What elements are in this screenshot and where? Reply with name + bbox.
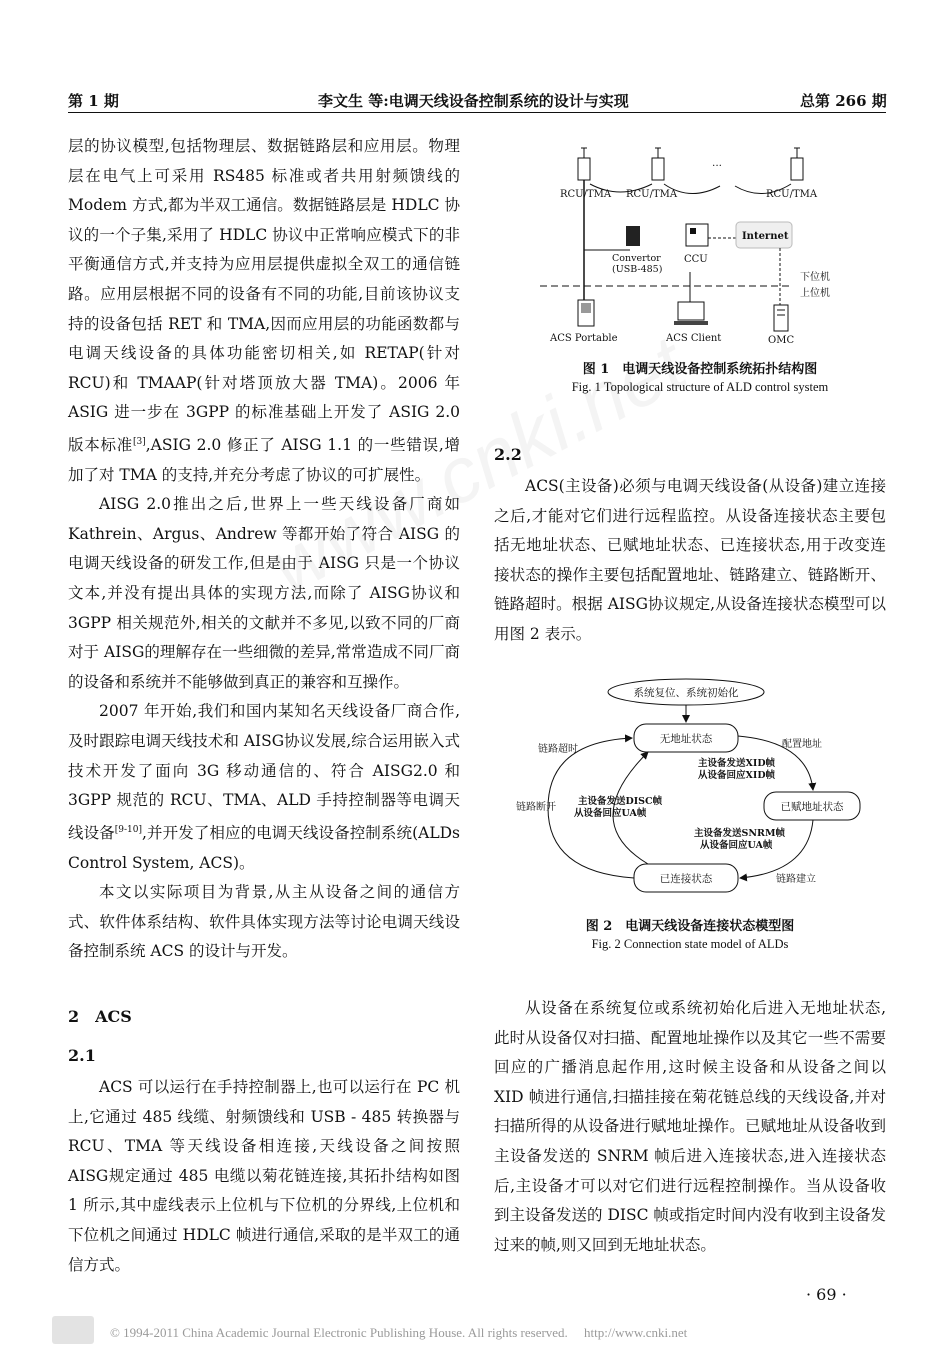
- paragraph-5: ACS 可以运行在手持控制器上,也可以运行在 PC 机上,它通过 485 线缆、射频馈线和 USB - 485 转换器与 RCU、TMA 等天线设备相连接,天线设备之间按照 AISG规定通过 485 电缆以菊花链连接,其拓扑结构如图 1 所示,其中虚线表示上位机与下位机的分界线,上位机和下位机之间通过 HDLC 帧进行通信,采取的是半双工的通信方式。: [68, 1078, 460, 1274]
- convertor-icon: [626, 226, 640, 246]
- computer-icon: [678, 302, 704, 320]
- paragraph-2: AISG 2.0推出之后,世界上一些天线设备厂商如 Kathrein、Argus、Andrew 等都开始了符合 AISG 的电调天线设备的研发工作,但是由于 AISG 只是一个协议文本,并没有提出具体的实现方法,而除了 AISG协议和 3GPP 相关规范外,相关的文献并不多见,以致不同的厂商对于 AISG的理解存在一些细微的差异,常常造成不同厂商的设备和系统并不能够做到真正的兼容和互操作。: [68, 495, 460, 691]
- lower-machine-label: 下位机: [800, 272, 830, 283]
- ccu-icon: [686, 224, 708, 246]
- internet-label: Internet: [742, 231, 789, 242]
- left-column-lower: [68, 1073, 460, 1280]
- running-title: 李文生 等:电调天线设备控制系统的设计与实现: [318, 92, 629, 110]
- server-icon: [774, 305, 788, 331]
- rcu-label-2: RCU/TMA: [626, 189, 678, 200]
- convertor-label: Convertor: [612, 253, 661, 264]
- upper-machine-label: 上位机: [800, 288, 830, 299]
- snrm-label-1: 主设备发送SNRM帧: [694, 828, 785, 839]
- paragraph-1: 层的协议模型,包括物理层、数据链路层和应用层。物理层在电气上可采用 RS485 标准或者共用射频馈线的 Modem 方式,都为半双工通信。数据链路层是 HDLC 协议的一个子集,采用了 HDLC 协议中正常响应模式下的非平衡通信方式,并支持为应用层提供虚拟全双工的通信链路。应用层根据不同的设备有不同的功能,目前该协议支持的设备包括 RET 和 TMA,因而应用层的功能函数都与电调天线设备的具体功能密切相关,如 RETAP(针对 RCU)和 TMAAP(针对塔顶放大器 TMA)。2006 年 ASIG 进一步在 3GPP 的标准基础上开发了 ASIG 2.0 版本标准[3],ASIG 2.0 修正了 AISG 1.1 的一些错误,增加了对 TMA 的支持,并充分考虑了协议的可扩展性。: [68, 137, 460, 484]
- page-number: · 69 ·: [806, 1285, 847, 1304]
- antenna-icon: [791, 148, 803, 180]
- section-2-1-heading: 2.1: [68, 1046, 96, 1065]
- snrm-label-2: 从设备回应UA帧: [700, 840, 773, 851]
- rcu-label-3: RCU/TMA: [766, 189, 818, 200]
- antenna-icon: [652, 148, 664, 180]
- publisher-logo: [52, 1316, 94, 1344]
- section-2-heading: 2 ACS: [68, 1007, 132, 1026]
- issue-label: 第 1 期: [68, 92, 119, 110]
- reset-label: 系统复位、系统初始化: [633, 687, 739, 699]
- connected-label: 已连接状态: [659, 873, 713, 885]
- antenna-icon: [578, 148, 590, 180]
- disc-label-1: 主设备发送DISC帧: [578, 796, 663, 807]
- convertor-label-2: (USB-485): [612, 264, 663, 275]
- figure-2-caption-en: Fig. 2 Connection state model of ALDs: [591, 937, 789, 951]
- config-address-label: 配置地址: [782, 739, 822, 750]
- figure-1-caption-en: Fig. 1 Topological structure of ALD control system: [571, 380, 829, 394]
- figure-1-topology: [540, 140, 860, 350]
- right-column-upper: [494, 472, 886, 650]
- link-down-label: 链路断开: [516, 802, 556, 813]
- link-timeout-label: 链路超时: [538, 744, 578, 755]
- paragraph-7: 从设备在系统复位或系统初始化后进入无地址状态,此时从设备仅对扫描、配置地址操作以及其它一些不需要回应的广播消息起作用,这时候主设备和从设备之间以 XID 帧进行通信,扫描挂接在菊花链总线的天线设备,并对扫描所得的从设备进行赋地址操作。已赋地址从设备收到主设备发送的 SNRM 帧后进入连接状态,进入连接状态后,主设备才可以对它们进行远程控制操作。当从设备收到主设备发送的 DISC 帧或指定时间内没有收到主设备发过来的帧,则又回到无地址状态。: [494, 999, 886, 1254]
- total-issue-label: 总第 266 期: [800, 92, 887, 110]
- figure-2-state-model: [508, 672, 868, 902]
- paragraph-6: ACS(主设备)必须与电调天线设备(从设备)建立连接之后,才能对它们进行远程监控。从设备连接状态主要包括无地址状态、已赋地址状态、已连接状态,用于改变连接状态的操作主要包括配置地址、链路建立、链路断开、链路超时。根据 AISG协议规定,从设备连接状态模型可以用图 2 表示。: [494, 477, 886, 643]
- header-rule: [68, 112, 886, 113]
- left-column: [68, 132, 460, 967]
- ccu-label: CCU: [684, 254, 708, 265]
- right-column-lower: [494, 994, 886, 1260]
- ellipsis: ...: [712, 157, 723, 169]
- citation: [3]: [132, 436, 146, 447]
- xid-label-1: 主设备发送XID帧: [698, 758, 776, 769]
- disc-label-2: 从设备回应UA帧: [574, 808, 647, 819]
- acs-portable-label: ACS Portable: [550, 333, 618, 344]
- omc-label: OMC: [768, 335, 795, 346]
- section-2-2-heading: 2.2: [494, 445, 522, 464]
- acs-client-label: ACS Client: [666, 333, 722, 344]
- link-setup-label: 链路建立: [776, 874, 816, 885]
- figure-2-caption-cn: 图 2 电调天线设备连接状态模型图: [585, 919, 795, 934]
- copyright-footer: © 1994-2011 China Academic Journal Electronic Publishing House. All rights reserved. http://www.cnki.net: [110, 1325, 688, 1340]
- assigned-address-label: 已赋地址状态: [780, 801, 844, 813]
- rcu-label-1: RCU/TMA: [560, 189, 612, 200]
- no-address-label: 无地址状态: [659, 733, 713, 745]
- paragraph-4: 本文以实际项目为背景,从主从设备之间的通信方式、软件体系结构、软件具体实现方法等讨论电调天线设备控制系统 ACS 的设计与开发。: [68, 883, 460, 961]
- citation: [9-10]: [114, 824, 143, 835]
- paragraph-3: 2007 年开始,我们和国内某知名天线设备厂商合作,及时跟踪电调天线技术和 AISG协议发展,综合运用嵌入式技术开发了面向 3G 移动通信的、符合 AISG2.0 和 3GPP 规范的 RCU、TMA、ALD 手持控制器等电调天线设备[9-10],并开发了相应的电调天线设备控制系统(ALDs Control System, ACS)。: [68, 702, 460, 872]
- xid-label-2: 从设备回应XID帧: [698, 770, 776, 781]
- figure-1-caption-cn: 图 1 电调天线设备控制系统拓扑结构图: [582, 362, 818, 377]
